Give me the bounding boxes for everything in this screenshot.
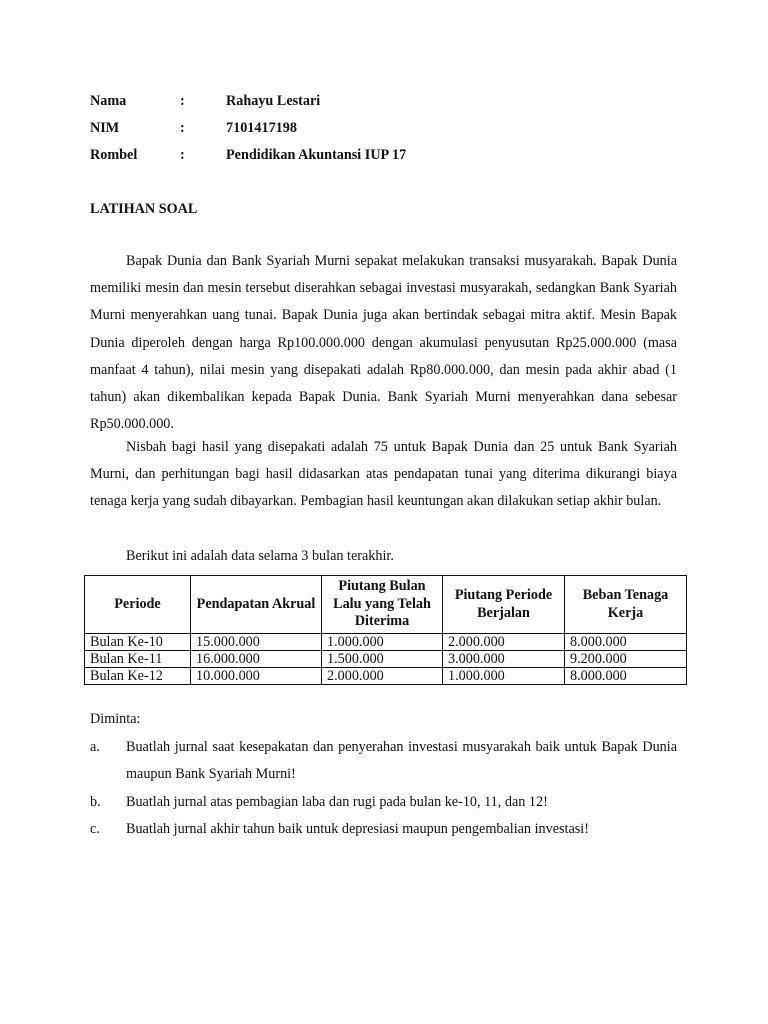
paragraph-data-intro: Berikut ini adalah data selama 3 bulan terakhir. <box>126 548 394 564</box>
header-beban-tenaga-kerja: Beban Tenaga Kerja <box>565 576 687 634</box>
table-cell: 15.000.000 <box>191 634 322 651</box>
task-item-a <box>90 734 677 788</box>
task-item-c <box>90 816 677 843</box>
table-cell: 10.000.000 <box>191 668 322 685</box>
table-row <box>85 668 687 685</box>
task-label: b. <box>90 794 101 810</box>
identity-colon: : <box>180 93 185 109</box>
table-cell: 8.000.000 <box>565 634 687 651</box>
table-cell: 1.500.000 <box>322 651 443 668</box>
table-row <box>85 651 687 668</box>
identity-key: Nama <box>90 93 127 109</box>
table-cell: 9.200.000 <box>565 651 687 668</box>
table-cell: Bulan Ke-10 <box>85 634 191 651</box>
table-cell: 2.000.000 <box>443 634 565 651</box>
paragraph-transaction: Bapak Dunia dan Bank Syariah Murni sepakat melakukan transaksi musyarakah. Bapak Dunia memiliki mesin dan mesin tersebut diserahkan sebagai investasi musyarakah, sedangkan Bank Syariah Murni menyerahkan uang tunai. Bapak Dunia juga akan bertindak sebagai mitra aktif. Mesin Bapak Dunia diperoleh dengan harga Rp100.000.000 dengan akumulasi penyusutan Rp25.000.000 (masa manfaat 4 tahun), nilai mesin yang disepakati adalah Rp80.000.000, dan mesin pada akhir abad (1 tahun) akan dikembalikan kepada Bapak Dunia. Bank Syariah Murni menyerahkan dana sebesar Rp50.000.000. <box>90 253 677 433</box>
identity-colon: : <box>180 120 185 136</box>
task-label: a. <box>90 739 100 755</box>
task-item-b <box>90 789 677 816</box>
paragraph-nisbah: Nisbah bagi hasil yang disepakati adalah 75 untuk Bapak Dunia dan 25 untuk Bank Syariah Murni, dan perhitungan bagi hasil didasarkan atas pendapatan tunai yang diterima dikurangi biaya tenaga kerja yang sudah dibayarkan. Pembagian hasil keuntungan akan dilakukan setiap akhir bulan. <box>90 439 677 510</box>
header-piutang-bulan-lalu: Piutang Bulan Lalu yang Telah Diterima <box>322 576 443 634</box>
identity-value: Rahayu Lestari <box>226 93 321 109</box>
identity-key: Rombel <box>90 147 138 163</box>
task-text: Buatlah jurnal saat kesepakatan dan penyerahan investasi musyarakah baik untuk Bapak Dunia maupun Bank Syariah Murni! <box>126 739 677 783</box>
diminta-label: Diminta: <box>90 711 141 727</box>
task-text: Buatlah jurnal akhir tahun baik untuk depresiasi maupun pengembalian investasi! <box>126 821 589 837</box>
identity-value: Pendidikan Akuntansi IUP 17 <box>226 147 407 163</box>
table-cell: 1.000.000 <box>443 668 565 685</box>
section-heading: LATIHAN SOAL <box>90 201 198 217</box>
table-cell: 1.000.000 <box>322 634 443 651</box>
identity-key: NIM <box>90 120 120 136</box>
table-cell: 2.000.000 <box>322 668 443 685</box>
table-header-row <box>85 576 687 634</box>
task-text: Buatlah jurnal atas pembagian laba dan rugi pada bulan ke-10, 11, dan 12! <box>126 794 548 810</box>
table-row <box>85 634 687 651</box>
table-cell: Bulan Ke-11 <box>85 651 191 668</box>
identity-colon: : <box>180 147 185 163</box>
header-periode: Periode <box>85 576 191 634</box>
header-piutang-periode-berjalan: Piutang Periode Berjalan <box>443 576 565 634</box>
task-label: c. <box>90 821 100 837</box>
table-cell: Bulan Ke-12 <box>85 668 191 685</box>
table-cell: 8.000.000 <box>565 668 687 685</box>
table-cell: 3.000.000 <box>443 651 565 668</box>
data-table <box>84 575 687 685</box>
identity-value: 7101417198 <box>226 120 297 136</box>
header-pendapatan-akrual: Pendapatan Akrual <box>191 576 322 634</box>
table-cell: 16.000.000 <box>191 651 322 668</box>
